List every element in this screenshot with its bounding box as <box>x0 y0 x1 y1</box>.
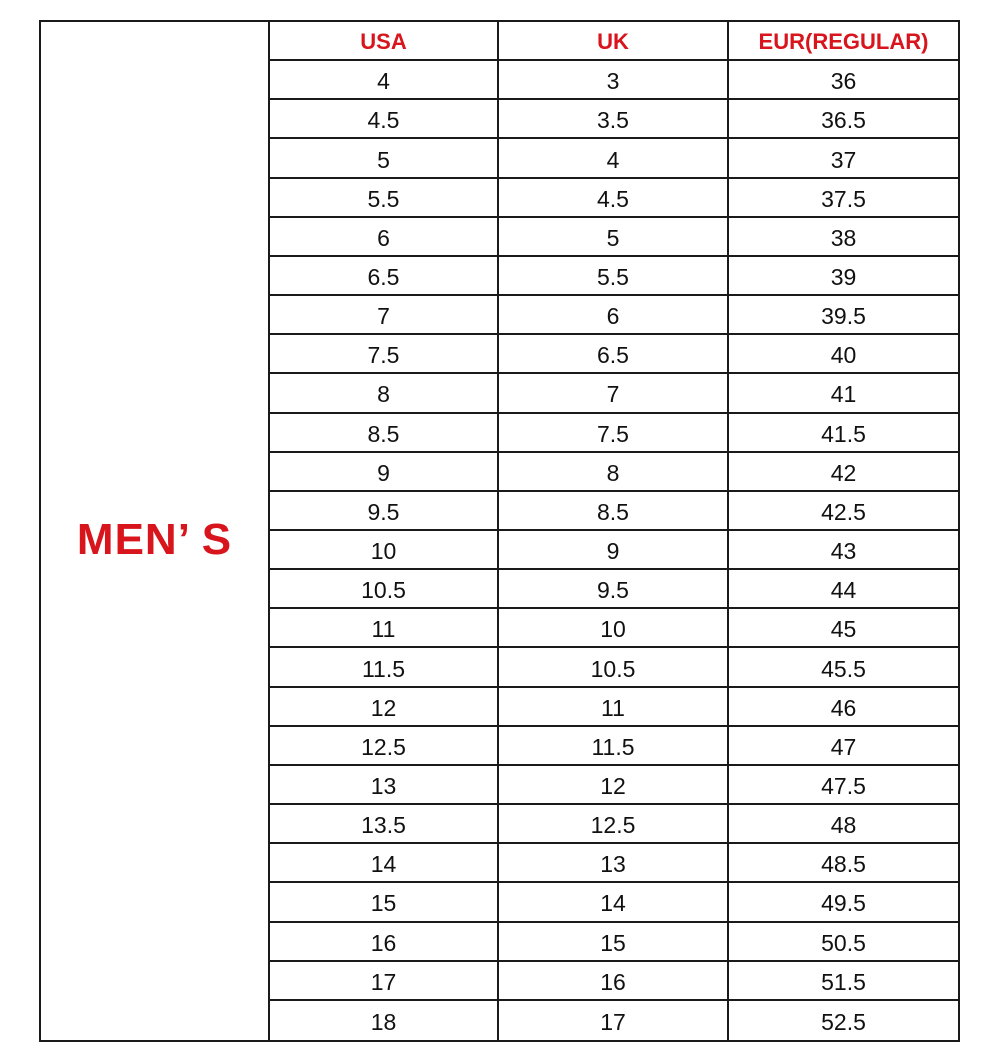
size-cell-eur: 42.5 <box>729 492 958 531</box>
size-cell-usa: 8.5 <box>270 414 499 453</box>
size-cell-uk: 6.5 <box>499 335 729 374</box>
size-cell-uk: 11 <box>499 688 729 727</box>
size-cell-usa: 15 <box>270 883 499 922</box>
size-cell-usa: 12.5 <box>270 727 499 766</box>
size-cell-eur: 44 <box>729 570 958 609</box>
header-usa: USA <box>270 22 499 61</box>
size-cell-usa: 7.5 <box>270 335 499 374</box>
size-cell-uk: 3 <box>499 61 729 100</box>
size-cell-uk: 10.5 <box>499 648 729 687</box>
size-cell-uk: 16 <box>499 962 729 1001</box>
size-cell-eur: 39 <box>729 257 958 296</box>
size-cell-usa: 4 <box>270 61 499 100</box>
header-eur: EUR(REGULAR) <box>729 22 958 61</box>
size-cell-usa: 6 <box>270 218 499 257</box>
size-cell-eur: 36 <box>729 61 958 100</box>
size-cell-eur: 52.5 <box>821 1008 866 1035</box>
size-cell-uk: 13 <box>499 844 729 883</box>
size-cell-eur: 51.5 <box>729 962 958 1001</box>
size-cell-usa: 14 <box>270 844 499 883</box>
size-cell-eur: 49.5 <box>729 883 958 922</box>
size-cell-usa: 7 <box>270 296 499 335</box>
size-cell-eur: 46 <box>729 688 958 727</box>
size-cell-uk: 6 <box>499 296 729 335</box>
size-cell-uk: 7 <box>499 374 729 413</box>
size-cell-eur: 37.5 <box>729 179 958 218</box>
size-cell-uk: 5.5 <box>499 257 729 296</box>
size-cell-usa: 13 <box>270 766 499 805</box>
size-cell-eur: 45.5 <box>729 648 958 687</box>
size-cell-usa: 16 <box>270 923 499 962</box>
size-cell-uk: 9.5 <box>499 570 729 609</box>
size-cell-eur: 40 <box>729 335 958 374</box>
size-cell-eur: 47 <box>729 727 958 766</box>
size-cell-usa: 9.5 <box>270 492 499 531</box>
size-cell-usa: 11 <box>270 609 499 648</box>
size-cell-eur: 48 <box>729 805 958 844</box>
size-cell-eur: 47.5 <box>729 766 958 805</box>
size-cell-usa: 13.5 <box>270 805 499 844</box>
size-cell-usa: 12 <box>270 688 499 727</box>
category-label: MEN’ S <box>76 515 233 564</box>
size-cell-eur: 39.5 <box>729 296 958 335</box>
size-cell-eur: 48.5 <box>729 844 958 883</box>
size-cell-usa: 10 <box>270 531 499 570</box>
size-cell-uk: 3.5 <box>499 100 729 139</box>
size-cell-uk: 15 <box>499 923 729 962</box>
header-uk: UK <box>499 22 729 61</box>
size-cell-eur: 42 <box>729 453 958 492</box>
size-cell-usa: 5 <box>270 139 499 178</box>
size-cell-usa: 6.5 <box>270 257 499 296</box>
size-cell-eur: 41 <box>729 374 958 413</box>
size-cell-usa: 9 <box>270 453 499 492</box>
size-cell-usa: 8 <box>270 374 499 413</box>
size-cell-usa: 5.5 <box>270 179 499 218</box>
size-cell-usa: 18 <box>270 1001 499 1040</box>
size-cell-uk: 4.5 <box>499 179 729 218</box>
size-cell-uk: 12.5 <box>499 805 729 844</box>
size-cell-uk: 7.5 <box>499 414 729 453</box>
size-cell-uk: 5 <box>499 218 729 257</box>
size-cell-uk: 17 <box>499 1001 729 1040</box>
size-cell-eur: 43 <box>729 531 958 570</box>
size-cell-eur: 36.5 <box>729 100 958 139</box>
size-cell-usa: 17 <box>270 962 499 1001</box>
size-cell-usa: 10.5 <box>270 570 499 609</box>
size-cell-uk: 9 <box>499 531 729 570</box>
size-cell-eur: 37 <box>729 139 958 178</box>
size-cell-uk: 8 <box>499 453 729 492</box>
size-cell-uk: 12 <box>499 766 729 805</box>
size-cell-uk: 14 <box>499 883 729 922</box>
size-cell-usa: 4.5 <box>270 100 499 139</box>
size-cell-eur: 38 <box>729 218 958 257</box>
size-cell-uk: 4 <box>499 139 729 178</box>
category-label-cell <box>41 22 270 1040</box>
size-grid <box>270 22 958 1040</box>
size-chart-table <box>39 20 960 1042</box>
size-cell-eur: 50.5 <box>729 923 958 962</box>
size-cell-eur: 45 <box>729 609 958 648</box>
size-cell-eur: 41.5 <box>729 414 958 453</box>
size-cell-uk: 11.5 <box>499 727 729 766</box>
size-cell-usa: 11.5 <box>270 648 499 687</box>
size-cell-uk: 10 <box>499 609 729 648</box>
size-cell-uk: 8.5 <box>499 492 729 531</box>
